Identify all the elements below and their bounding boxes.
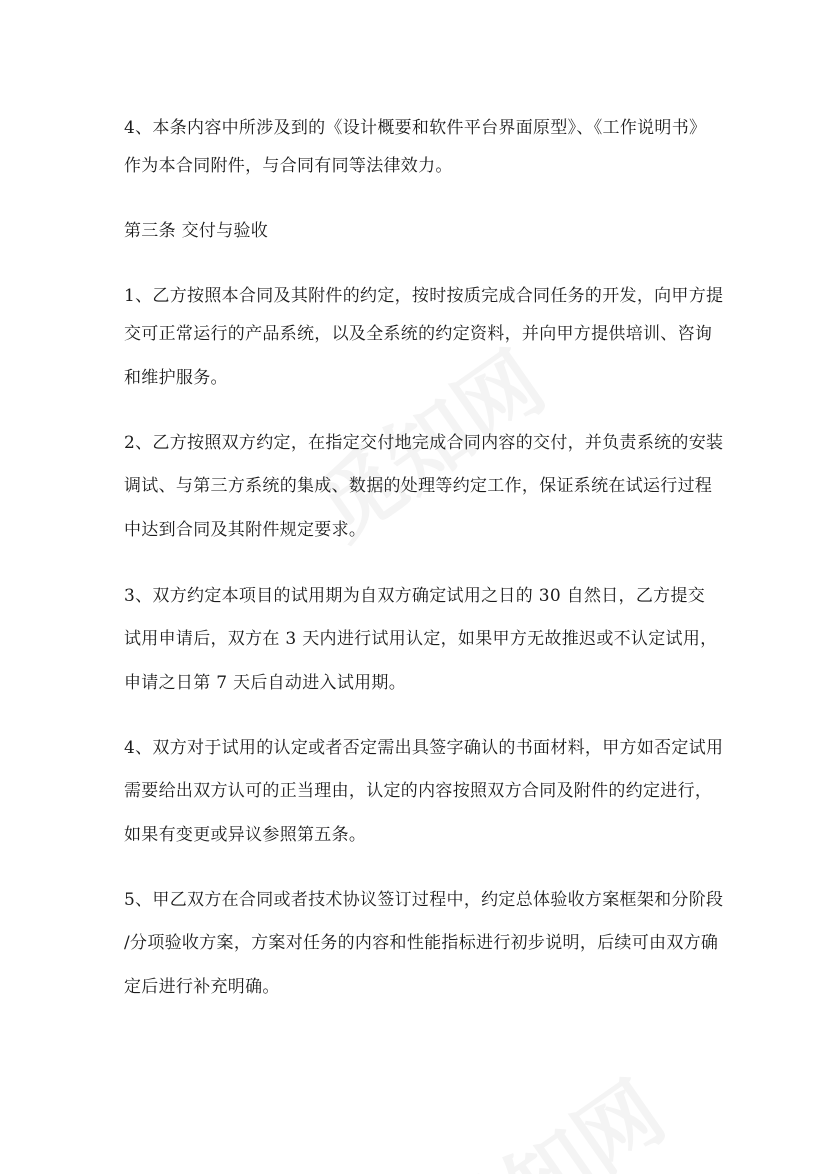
- watermark-lower: [408, 1048, 685, 1174]
- item-1-line-1: 1、乙方按照本合同及其附件的约定，按时按质完成合同任务的开发，向甲方提: [124, 286, 724, 306]
- item-4-line-2: 需要给出双方认可的正当理由，认定的内容按照双方合同及附件的约定进行，: [124, 781, 713, 801]
- item-2-line-3: 中达到合同及其附件规定要求。: [124, 520, 367, 540]
- item-2-line-2: 调试、与第三方系统的集成、数据的处理等约定工作，保证系统在试运行过程: [124, 476, 713, 496]
- item-3-line-2: 试用申请后，双方在 3 天内进行试用认定，如果甲方无故推迟或不认定试用，: [124, 629, 718, 649]
- clause-4-line-2: 作为本合同附件，与合同有同等法律效力。: [124, 156, 453, 176]
- item-1-line-3: 和维护服务。: [124, 368, 228, 388]
- item-5-line-3: 定后进行补充明确。: [124, 977, 280, 997]
- item-1-line-2: 交可正常运行的产品系统，以及全系统的约定资料，并向甲方提供培训、咨询: [124, 324, 713, 344]
- clause-4-line-1: 4、本条内容中所涉及到的《设计概要和软件平台界面原型》、《工作说明书》: [124, 118, 707, 138]
- item-5-line-2: /分项验收方案，方案对任务的内容和性能指标进行初步说明，后续可由双方确: [124, 933, 719, 953]
- item-3-line-1: 3、双方约定本项目的试用期为自双方确定试用之日的 30 自然日，乙方提交: [124, 586, 706, 606]
- article-3-heading: 第三条 交付与验收: [124, 221, 269, 241]
- item-5-line-1: 5、甲乙双方在合同或者技术协议签订过程中，约定总体验收方案框架和分阶段: [124, 890, 724, 910]
- item-4-line-3: 如果有变更或异议参照第五条。: [124, 825, 367, 845]
- item-3-line-3: 申请之日第 7 天后自动进入试用期。: [124, 673, 407, 693]
- item-4-line-1: 4、双方对于试用的认定或者否定需出具签字确认的书面材料，甲方如否定试用: [124, 738, 724, 758]
- item-2-line-1: 2、乙方按照双方约定，在指定交付地完成合同内容的交付，并负责系统的安装: [124, 433, 724, 453]
